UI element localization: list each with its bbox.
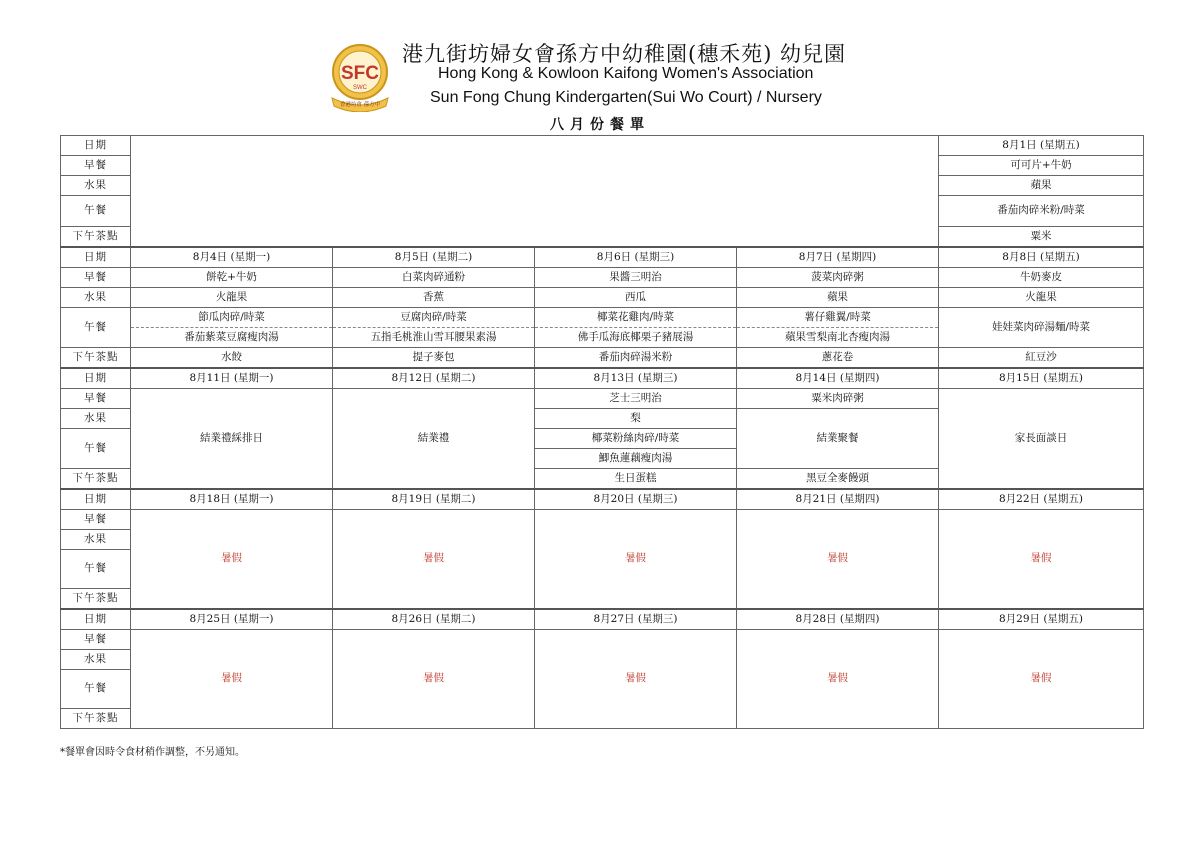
row-label-breakfast: 早餐	[61, 156, 131, 176]
date-cell: 8月29日 (星期五)	[939, 609, 1144, 630]
week3-date-row	[61, 368, 1144, 389]
row-label-breakfast: 早餐	[61, 630, 131, 650]
holiday-cell: 暑假	[333, 510, 535, 610]
date-cell: 8月28日 (星期四)	[737, 609, 939, 630]
row-label-lunch: 午餐	[61, 670, 131, 709]
date-cell: 8月12日 (星期二)	[333, 368, 535, 389]
date-cell: 8月26日 (星期二)	[333, 609, 535, 630]
date-cell: 8月25日 (星期一)	[131, 609, 333, 630]
svg-text:SFC: SFC	[341, 63, 379, 84]
lunch-soup-cell: 蘋果雪梨南北杏瘦肉湯	[737, 328, 939, 348]
footnote: *餐單會因時令食材稍作調整，不另通知。	[60, 747, 245, 758]
lunch-soup-cell: 鯽魚蓮藕瘦肉湯	[535, 449, 737, 469]
fruit-cell: 西瓜	[535, 288, 737, 308]
date-cell: 8月27日 (星期三)	[535, 609, 737, 630]
date-cell: 8月6日 (星期三)	[535, 247, 737, 268]
breakfast-cell: 餅乾+牛奶	[131, 268, 333, 288]
row-label-lunch: 午餐	[61, 196, 131, 227]
snack-cell: 水餃	[131, 348, 333, 369]
lunch-main-cell: 薯仔雞翼/時菜	[737, 308, 939, 328]
row-label-date: 日期	[61, 609, 131, 630]
lunch-cell: 娃娃菜肉碎湯麵/時菜	[939, 308, 1144, 348]
week4-date-row	[61, 489, 1144, 510]
snack-cell: 黑豆全麥饅頭	[737, 469, 939, 490]
date-cell: 8月15日 (星期五)	[939, 368, 1144, 389]
school-name-en-2: Sun Fong Chung Kindergarten(Sui Wo Court) / Nursery	[430, 89, 822, 106]
menu-title: 八月份餐單	[550, 117, 650, 133]
row-label-date: 日期	[61, 247, 131, 268]
row-label-lunch: 午餐	[61, 550, 131, 589]
event-cell: 結業禮綵排日	[131, 389, 333, 490]
row-label-lunch: 午餐	[61, 429, 131, 469]
date-cell: 8月21日 (星期四)	[737, 489, 939, 510]
date-cell: 8月20日 (星期三)	[535, 489, 737, 510]
breakfast-cell: 果醬三明治	[535, 268, 737, 288]
date-cell: 8月19日 (星期二)	[333, 489, 535, 510]
fruit-cell: 蘋果	[737, 288, 939, 308]
date-cell: 8月18日 (星期一)	[131, 489, 333, 510]
row-label-fruit: 水果	[61, 288, 131, 308]
row-label-snack: 下午茶點	[61, 589, 131, 610]
holiday-cell: 暑假	[131, 510, 333, 610]
date-cell: 8月22日 (星期五)	[939, 489, 1144, 510]
page-header	[0, 36, 1200, 136]
row-label-snack: 下午茶點	[61, 348, 131, 369]
row-label-fruit: 水果	[61, 176, 131, 196]
date-cell: 8月14日 (星期四)	[737, 368, 939, 389]
holiday-cell: 暑假	[737, 510, 939, 610]
row-label-snack: 下午茶點	[61, 469, 131, 490]
date-cell: 8月11日 (星期一)	[131, 368, 333, 389]
holiday-cell: 暑假	[939, 630, 1144, 729]
breakfast-cell: 白菜肉碎通粉	[333, 268, 535, 288]
week1-date-row	[61, 136, 1144, 156]
week2-date-row	[61, 247, 1144, 268]
lunch-main-cell: 椰菜花雞肉/時菜	[535, 308, 737, 328]
lunch-main-cell: 豆腐肉碎/時菜	[333, 308, 535, 328]
date-cell: 8月1日 (星期五)	[939, 136, 1144, 156]
date-cell: 8月8日 (星期五)	[939, 247, 1144, 268]
snack-cell: 粟米	[939, 227, 1144, 248]
breakfast-cell: 菠菜肉碎粥	[737, 268, 939, 288]
breakfast-cell: 粟米肉碎粥	[737, 389, 939, 409]
date-cell: 8月5日 (星期二)	[333, 247, 535, 268]
lunch-cell: 番茄肉碎米粉/時菜	[939, 196, 1144, 227]
row-label-date: 日期	[61, 368, 131, 389]
row-label-fruit: 水果	[61, 530, 131, 550]
fruit-cell: 香蕉	[333, 288, 535, 308]
row-label-breakfast: 早餐	[61, 389, 131, 409]
svg-text:香港坊會 孫方中: 香港坊會 孫方中	[339, 102, 381, 108]
row-label-fruit: 水果	[61, 650, 131, 670]
event-cell: 家長面談日	[939, 389, 1144, 490]
snack-cell: 紅豆沙	[939, 348, 1144, 369]
fruit-cell: 梨	[535, 409, 737, 429]
fruit-cell: 蘋果	[939, 176, 1144, 196]
breakfast-cell: 可可片+牛奶	[939, 156, 1144, 176]
row-label-date: 日期	[61, 489, 131, 510]
fruit-cell: 火龍果	[939, 288, 1144, 308]
row-label-lunch: 午餐	[61, 308, 131, 348]
breakfast-cell: 牛奶麥皮	[939, 268, 1144, 288]
date-cell: 8月7日 (星期四)	[737, 247, 939, 268]
breakfast-cell: 芝士三明治	[535, 389, 737, 409]
menu-table	[60, 135, 1144, 729]
snack-cell: 生日蛋糕	[535, 469, 737, 490]
date-cell: 8月13日 (星期三)	[535, 368, 737, 389]
row-label-snack: 下午茶點	[61, 709, 131, 729]
holiday-cell: 暑假	[333, 630, 535, 729]
lunch-soup-cell: 番茄紫菜豆腐瘦肉湯	[131, 328, 333, 348]
school-name-zh: 港九街坊婦女會孫方中幼稚園(穗禾苑) 幼兒園	[402, 42, 847, 66]
holiday-cell: 暑假	[535, 630, 737, 729]
snack-cell: 番茄肉碎湯米粉	[535, 348, 737, 369]
holiday-cell: 暑假	[737, 630, 939, 729]
event-cell: 結業禮	[333, 389, 535, 490]
holiday-cell: 暑假	[939, 510, 1144, 610]
holiday-cell: 暑假	[535, 510, 737, 610]
lunch-soup-cell: 五指毛桃淮山雪耳腰果素湯	[333, 328, 535, 348]
event-cell: 結業聚餐	[737, 409, 939, 469]
lunch-main-cell: 節瓜肉碎/時菜	[131, 308, 333, 328]
lunch-main-cell: 椰菜粉絲肉碎/時菜	[535, 429, 737, 449]
week1-empty	[131, 136, 939, 248]
row-label-date: 日期	[61, 136, 131, 156]
date-cell: 8月4日 (星期一)	[131, 247, 333, 268]
fruit-cell: 火龍果	[131, 288, 333, 308]
school-name-en-1: Hong Kong & Kowloon Kaifong Women's Association	[438, 65, 814, 82]
row-label-fruit: 水果	[61, 409, 131, 429]
snack-cell: 蔥花卷	[737, 348, 939, 369]
svg-text:SWC: SWC	[353, 85, 367, 91]
week5-date-row	[61, 609, 1144, 630]
school-logo	[326, 42, 394, 112]
row-label-breakfast: 早餐	[61, 510, 131, 530]
lunch-soup-cell: 佛手瓜海底椰栗子豬展湯	[535, 328, 737, 348]
holiday-cell: 暑假	[131, 630, 333, 729]
snack-cell: 提子麥包	[333, 348, 535, 369]
row-label-breakfast: 早餐	[61, 268, 131, 288]
row-label-snack: 下午茶點	[61, 227, 131, 248]
